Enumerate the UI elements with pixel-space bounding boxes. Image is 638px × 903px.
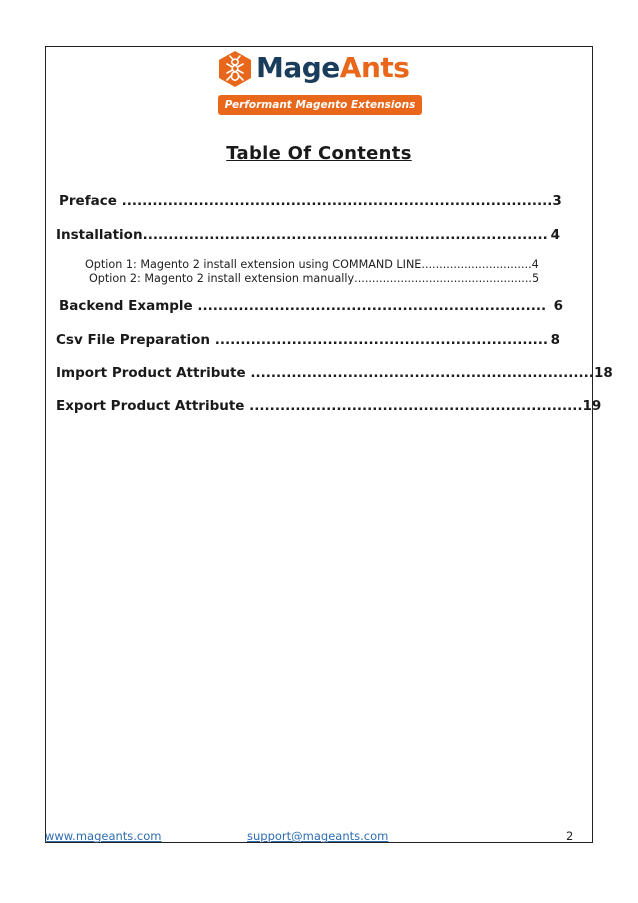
toc-subentry-option-2[interactable]: Option 2: Magento 2 install extension manually .................................................. 5 — [89, 272, 540, 285]
page-border — [45, 46, 613, 843]
toc-entry-csv-file-preparation[interactable]: Csv File Preparation ................................................................. 8 — [56, 332, 560, 348]
email-link[interactable]: support@mageants.com — [247, 829, 389, 843]
toc-subentry-option-1[interactable]: Option 1: Magento 2 install extension using COMMAND LINE ............................... 4 — [85, 258, 539, 271]
toc-entry-import-product-attribute[interactable]: Import Product Attribute ................................................................... 18 — [56, 365, 613, 381]
toc-entry-installation[interactable]: Installation ............................................................................... 4 — [56, 227, 560, 243]
footer-website[interactable] — [45, 829, 162, 843]
toc-entry-preface[interactable]: Preface .................................................................................... 3 — [59, 193, 562, 209]
brand-tagline: Performant Magento Extensions — [218, 95, 422, 115]
brand-logo — [218, 48, 423, 118]
toc-entry-backend-example[interactable]: Backend Example .................................................................... 6 — [59, 298, 563, 314]
ant-hexagon-icon — [218, 50, 252, 88]
brand-name: MageAnts — [256, 51, 410, 84]
website-link[interactable]: www.mageants.com — [45, 829, 162, 843]
footer-email[interactable] — [247, 829, 388, 843]
toc-entry-export-product-attribute[interactable]: Export Product Attribute ................................................................. 19 — [56, 398, 602, 414]
toc-title: Table Of Contents — [226, 143, 412, 164]
page-number: 2 — [566, 829, 574, 843]
